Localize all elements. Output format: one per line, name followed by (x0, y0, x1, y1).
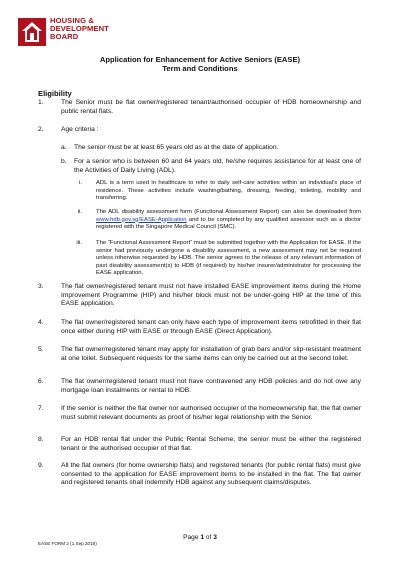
item-number: 9. (38, 462, 44, 469)
subitem-number: ii. (77, 209, 82, 215)
subitem-text-part: and to be completed by any qualified assessor such as a doctor registered with the Singapore Medical Council (SMC). (96, 216, 361, 231)
item-text: If the senior is neither the flat owner nor authorised occupier of the homeownership flat, the flat owner must submit relevant documents as proof of his/her legal relationship with the Senior. (61, 405, 361, 421)
item-number: 4. (38, 319, 44, 326)
section-heading-eligibility: Eligibility (38, 89, 72, 98)
item-text: The flat owner/registered tenant must not have contravened any HDB policies and do not owe any mortgage loan instalments or rental to HDB. (61, 378, 361, 394)
logo-line-3: BOARD (50, 32, 79, 42)
hdb-logo (18, 16, 128, 46)
page-indicator (0, 534, 400, 541)
item-text: The flat owner/registered tenant may apply for installation of grab bars and/or slip-resistant treatment at one toilet. Subsequent requests for the same items can only be carried out at the second toilet. (61, 346, 361, 362)
logo-line-2: DEVELOPMENT (50, 24, 109, 34)
item-number: 5. (38, 346, 44, 353)
page-total: 3 (213, 534, 217, 541)
document-subtitle: Term and Conditions (162, 64, 238, 73)
item-number: b. (61, 158, 67, 165)
item-text: For a senior who is between 60 and 64 years old, he/she requires assistance for at least one of the Activities of Daily Living (ADL). (74, 158, 361, 174)
subitem-text: The “Functional Assessment Report” must be submitted together with the Application for EASE. If the senior had previously undergone a disability assessment, a new assessment may not be required unless otherwise requested by HDB. The senior agrees to the release of any relevant information of past disability assessment(s) to HDB (if required) by his/her insurer/administrator for processing the EASE application. (96, 240, 361, 277)
item-text: The flat owner/registered tenant must not have installed EASE improvement items during the Home Improvement Programme (HIP) and his/her block must not be under-going HIP at the time of this EASE application. (61, 283, 361, 308)
item-text: Age criteria : (61, 126, 99, 133)
logo-line-1: HOUSING & (50, 16, 94, 25)
item-number: a. (61, 144, 67, 151)
hdb-logo-text (50, 17, 109, 42)
item-number: 1. (38, 99, 44, 106)
ease-application-link[interactable]: www.hdb.gov.sg/EASE-Application (96, 216, 187, 223)
subitem-number: iii. (76, 240, 82, 246)
item-text: The senior must be at least 65 years old as at the date of application. (74, 144, 279, 151)
subitem-text: ADL is a term used in healthcare to refer to daily self-care activities within an individual's place of residence. These activities include washing/bathing, dressing, feeding, toileting, mobility and transferring. (96, 180, 361, 202)
item-text: For an HDB rental flat under the Public Rental Scheme, the senior must be either the registered tenant or the authorised occupier of that flat. (61, 436, 361, 452)
subitem-text (96, 209, 361, 232)
item-number: 3. (38, 283, 44, 290)
item-number: 7. (38, 405, 44, 412)
item-number: 2. (38, 126, 44, 133)
document-title: Application for Enhancement for Active Seniors (EASE) (99, 55, 301, 64)
item-text: The Senior must be flat owner/registered tenant/authorised occupier of HDB homeownership and public rental flats. (61, 99, 361, 115)
of-word: of (205, 534, 212, 541)
item-text: All the flat owners (for home ownership flats) and registered tenants (for public rental flats) must give consented to the application for EASE improvement items to be installed in the flat. The flat owner and registered tenants shall indemnify HDB against any subsequent claims/disputes. (61, 462, 361, 487)
hdb-house-logo-icon (18, 18, 46, 46)
page-word: Page (183, 534, 199, 541)
form-reference: EASE FORM 2 (1 Sep 2016) (38, 541, 97, 546)
item-number: 8. (38, 436, 44, 443)
page-number: 1 (200, 534, 205, 541)
item-number: 6. (38, 378, 44, 385)
subitem-number: i. (79, 180, 82, 186)
item-text: The flat owner/registered tenant can only have each type of improvement items retrofitted in their flat once either during HIP with EASE or through EASE (Direct Application). (61, 319, 361, 335)
subitem-text-part: The ADL disability assessment form (Functional Assessment Report) can also be downloaded from (96, 209, 361, 215)
